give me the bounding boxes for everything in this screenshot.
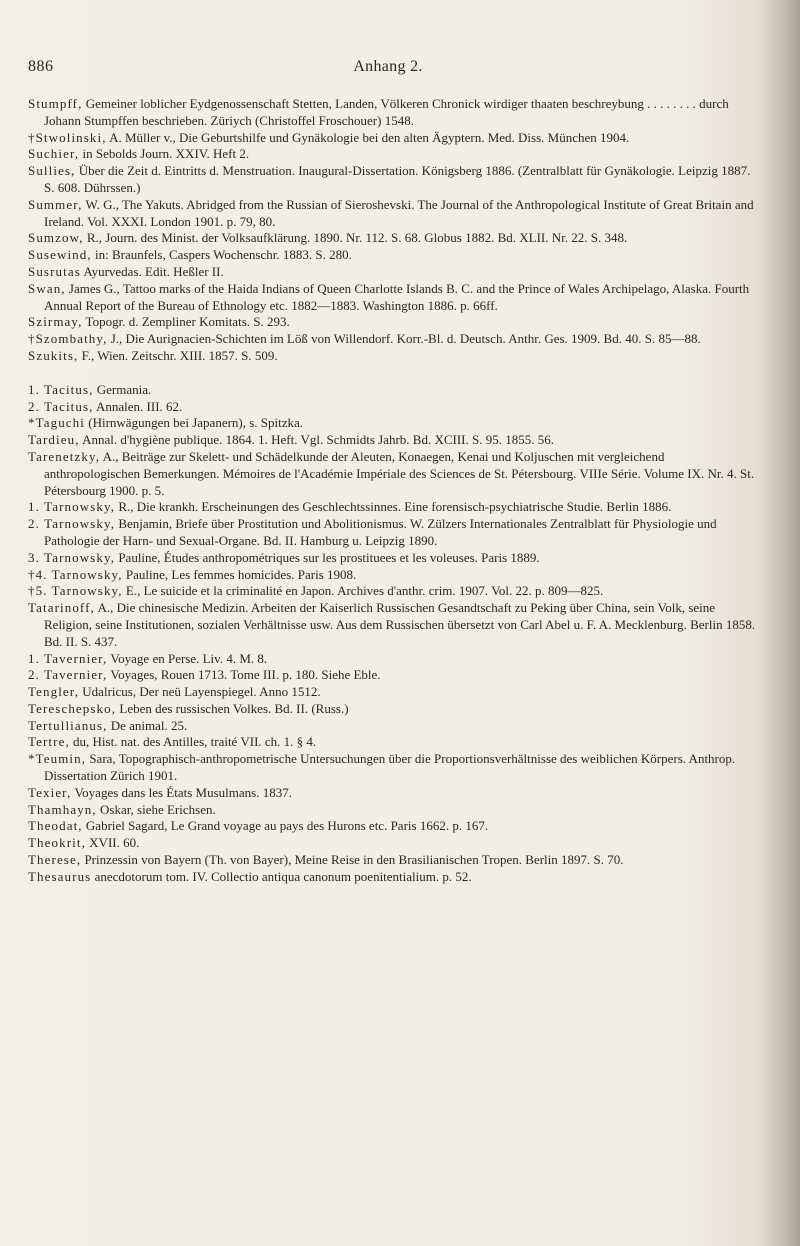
- bibliography-entry: [28, 415, 758, 432]
- bibliography-entry: [28, 399, 758, 416]
- entry-text: Sara, Topographisch-anthropometrische Untersuchungen über die Proportionsverhältnisse des weiblichen Körpers. Anthrop. Dissertation Zürich 1901.: [44, 751, 736, 784]
- entry-text: in Sebolds Journ. XXIV. Heft 2.: [79, 146, 250, 162]
- bibliography-entry: [28, 600, 758, 650]
- entry-author: Thesaurus: [28, 868, 92, 884]
- entry-author: 1. Tacitus,: [28, 381, 94, 397]
- entry-author: Sumzow,: [28, 230, 84, 246]
- entry-text: Germania.: [93, 381, 152, 397]
- entry-text: in: Braunfels, Caspers Wochenschr. 1883. S. 280.: [91, 247, 352, 263]
- entry-text: Gemeiner loblicher Eydgenossenschaft Stetten, Landen, Völkeren Chronick wirdiger thaaten beschreybung . . . . . . . . durch Johann Stumpffen beschrieben. Züriych (Christoffel Froschouer) 1548.: [44, 96, 729, 128]
- entry-text: Pauline, Études anthropométriques sur les prostituees et les voleuses. Paris 1889.: [115, 549, 540, 565]
- bibliography-entry: [28, 499, 758, 516]
- entry-author: Swan,: [28, 280, 66, 296]
- bibliography-entry: [28, 130, 758, 147]
- bibliography-entry: [28, 852, 758, 869]
- bibliography-entry: [28, 516, 758, 550]
- bibliography-entry: [28, 382, 758, 399]
- bibliography-entry: [28, 785, 758, 802]
- entry-text: J., Die Aurignacien-Schichten im Löß von Willendorf. Korr.-Bl. d. Deutsch. Anthr. Ges. 1909. Bd. 40. S. 85—88.: [107, 331, 701, 347]
- entry-text: James G., Tattoo marks of the Haida Indians of Queen Charlotte Islands B. C. and the Prince of Wales Archipelago, Alaska. Fourth Annual Report of the Bureau of Ethnology etc. 1882—1883. Washington 1886. p. 66ff.: [44, 280, 750, 313]
- entry-author: Theokrit,: [28, 835, 86, 851]
- entry-text: W. G., The Yakuts. Abridged from the Russian of Sieroshevski. The Journal of the Anthropological Institute of Great Britain and Ireland. Vol. XXXI. London 1901. p. 79, 80.: [44, 196, 754, 229]
- entry-author: *Teumin,: [28, 751, 87, 767]
- entry-author: Thamhayn,: [28, 801, 97, 817]
- bibliography-entry: [28, 734, 758, 751]
- bibliography-entry: [28, 163, 758, 197]
- entry-author: Szirmay,: [28, 314, 83, 330]
- bibliography: [28, 96, 758, 886]
- bibliography-entry: [28, 651, 758, 668]
- entry-text: Prinzessin von Bayern (Th. von Bayer), Meine Reise in den Brasilianischen Tropen. Berlin 1897. S. 70.: [81, 852, 624, 868]
- page-number: 886: [28, 58, 54, 75]
- bibliography-entry: [28, 432, 758, 449]
- bibliography-entry: [28, 230, 758, 247]
- entry-author: 2. Tavernier,: [28, 667, 108, 683]
- bibliography-entry: [28, 449, 758, 499]
- page-gutter-shadow: [762, 0, 800, 1246]
- bibliography-entry: [28, 146, 758, 163]
- entry-author: †Szombathy,: [28, 331, 108, 347]
- bibliography-entry: [28, 802, 758, 819]
- entry-author: Tertullianus,: [28, 717, 108, 733]
- bibliography-entry: [28, 314, 758, 331]
- entry-author: Susewind,: [28, 247, 92, 263]
- entry-author: Therese,: [28, 852, 82, 868]
- bibliography-entry: [28, 247, 758, 264]
- entry-text: Benjamin, Briefe über Prostitution und Abolitionismus. W. Zülzers Internationales Zentralblatt für Physiologie und Pathologie der Harn- und Sexual-Organe. Bd. II. Hamburg u. Leipzig 1890.: [44, 516, 717, 548]
- entry-text: De animal. 25.: [107, 717, 188, 733]
- bibliography-entry: [28, 550, 758, 567]
- bibliography-entry: [28, 701, 758, 718]
- entry-text: R., Die krankh. Erscheinungen des Geschlechtssinnes. Eine forensisch-psychiatrische Studie. Berlin 1886.: [115, 499, 672, 515]
- entry-text: A. Müller v., Die Geburtshilfe und Gynäkologie bei den alten Ägyptern. Med. Diss. München 1904.: [106, 129, 630, 145]
- bibliography-entry: [28, 718, 758, 735]
- entry-text: Annalen. III. 62.: [93, 398, 183, 414]
- bibliography-entry: [28, 869, 758, 886]
- entry-author: Tatarinoff,: [28, 600, 95, 616]
- entry-text: Gabriel Sagard, Le Grand voyage au pays des Hurons etc. Paris 1662. p. 167.: [82, 818, 489, 834]
- entry-author: *Taguchi: [28, 415, 85, 431]
- entry-text: XVII. 60.: [85, 835, 140, 851]
- entry-author: 3. Tarnowsky,: [28, 549, 116, 565]
- entry-text: anecdotorum tom. IV. Collectio antiqua canonum poenitentialium. p. 52.: [91, 868, 472, 884]
- entry-author: Szukits,: [28, 347, 79, 363]
- entry-text: F., Wien. Zeitschr. XIII. 1857. S. 509.: [78, 347, 278, 363]
- bibliography-section-s: [28, 96, 758, 365]
- bibliography-entry: [28, 818, 758, 835]
- entry-text: Leben des russischen Volkes. Bd. II. (Russ.): [116, 700, 349, 716]
- bibliography-entry: [28, 667, 758, 684]
- entry-author: †5. Tarnowsky,: [28, 583, 123, 599]
- entry-author: Summer,: [28, 196, 83, 212]
- bibliography-entry: [28, 264, 758, 281]
- entry-text: A., Die chinesische Medizin. Arbeiten der Kaiserlich Russischen Gesandtschaft zu Peking über China, sein Volk, seine Religion, seine Institutionen, sozialen Verhältnisse usw. Aus dem Russischen übersetzt von Carl Abel u. F. A. Mecklenburg. Berlin 1858. Bd. II. S. 437.: [44, 600, 756, 649]
- bibliography-entry: [28, 331, 758, 348]
- entry-text: Ayurvedas. Edit. Heßler II.: [80, 263, 224, 279]
- entry-author: 1. Tarnowsky,: [28, 499, 116, 515]
- entry-text: Voyages dans les États Musulmans. 1837.: [71, 784, 292, 800]
- entry-text: Topogr. d. Zempliner Komitats. S. 293.: [82, 314, 290, 330]
- entry-text: Pauline, Les femmes homicides. Paris 1908.: [122, 566, 357, 582]
- entry-text: R., Journ. des Minist. der Volksaufklärung. 1890. Nr. 112. S. 68. Globus 1882. Bd. XLII. Nr. 22. S. 348.: [83, 230, 628, 246]
- entry-author: Tereschepsko,: [28, 700, 117, 716]
- entry-text: E., Le suicide et la criminalité en Japon. Archives d'anthr. crim. 1907. Vol. 22. p. 809—825.: [122, 583, 604, 599]
- entry-author: Sullies,: [28, 163, 76, 179]
- bibliography-entry: [28, 567, 758, 584]
- entry-text: Voyage en Perse. Liv. 4. M. 8.: [107, 650, 268, 666]
- bibliography-entry: [28, 197, 758, 231]
- entry-text: Über die Zeit d. Eintritts d. Menstruation. Inaugural-Dissertation. Königsberg 1886. (Zentralblatt für Gynäkologie. Leipzig 1887. S. 608. Dührssen.): [44, 163, 751, 195]
- entry-author: Tarenetzky,: [28, 448, 101, 464]
- bibliography-section-t: [28, 382, 758, 886]
- entry-author: Stumpff,: [28, 96, 83, 111]
- entry-author: Texier,: [28, 784, 72, 800]
- entry-text: Annal. d'hygiène publique. 1864. 1. Heft. Vgl. Schmidts Jahrb. Bd. XCIII. S. 95. 1855. 56.: [79, 432, 554, 448]
- entry-author: Theodat,: [28, 818, 83, 834]
- entry-author: 1. Tavernier,: [28, 650, 108, 666]
- page-header: [28, 58, 748, 82]
- entry-author: Suchier,: [28, 146, 80, 162]
- bibliography-entry: [28, 96, 758, 130]
- bibliography-entry: [28, 348, 758, 365]
- entry-author: 2. Tarnowsky,: [28, 516, 116, 532]
- bibliography-entry: [28, 583, 758, 600]
- bibliography-entry: [28, 684, 758, 701]
- entry-text: Udalricus, Der neü Layenspiegel. Anno 1512.: [79, 684, 321, 700]
- running-head: Anhang 2.: [353, 58, 423, 75]
- entry-text: du, Hist. nat. des Antilles, traité VII. ch. 1. § 4.: [69, 734, 317, 750]
- entry-text: A., Beiträge zur Skelett- und Schädelkunde der Aleuten, Konaegen, Kenai und Koljuschen mit vergleichend anthropologischen Bemerkungen. Mémoires de l'Académie Impériale des Sciences de St. Pétersbourg. VIIIe Série. Volume IX. Nr. 4. St. Pétersbourg 1900. p. 5.: [44, 448, 755, 498]
- entry-author: †4. Tarnowsky,: [28, 566, 123, 582]
- entry-author: Tengler,: [28, 684, 80, 700]
- bibliography-entry: [28, 751, 758, 785]
- entry-author: Tardieu,: [28, 432, 80, 448]
- entry-author: Susrutas: [28, 263, 81, 279]
- bibliography-entry: [28, 835, 758, 852]
- entry-author: Tertre,: [28, 734, 70, 750]
- entry-author: 2. Tacitus,: [28, 398, 94, 414]
- section-gap: [28, 365, 758, 382]
- entry-text: (Hirnwägungen bei Japanern), s. Spitzka.: [85, 415, 304, 431]
- entry-author: †Stwolinski,: [28, 129, 107, 145]
- entry-text: Voyages, Rouen 1713. Tome III. p. 180. Siehe Eble.: [107, 667, 381, 683]
- bibliography-entry: [28, 281, 758, 315]
- entry-text: Oskar, siehe Erichsen.: [96, 801, 216, 817]
